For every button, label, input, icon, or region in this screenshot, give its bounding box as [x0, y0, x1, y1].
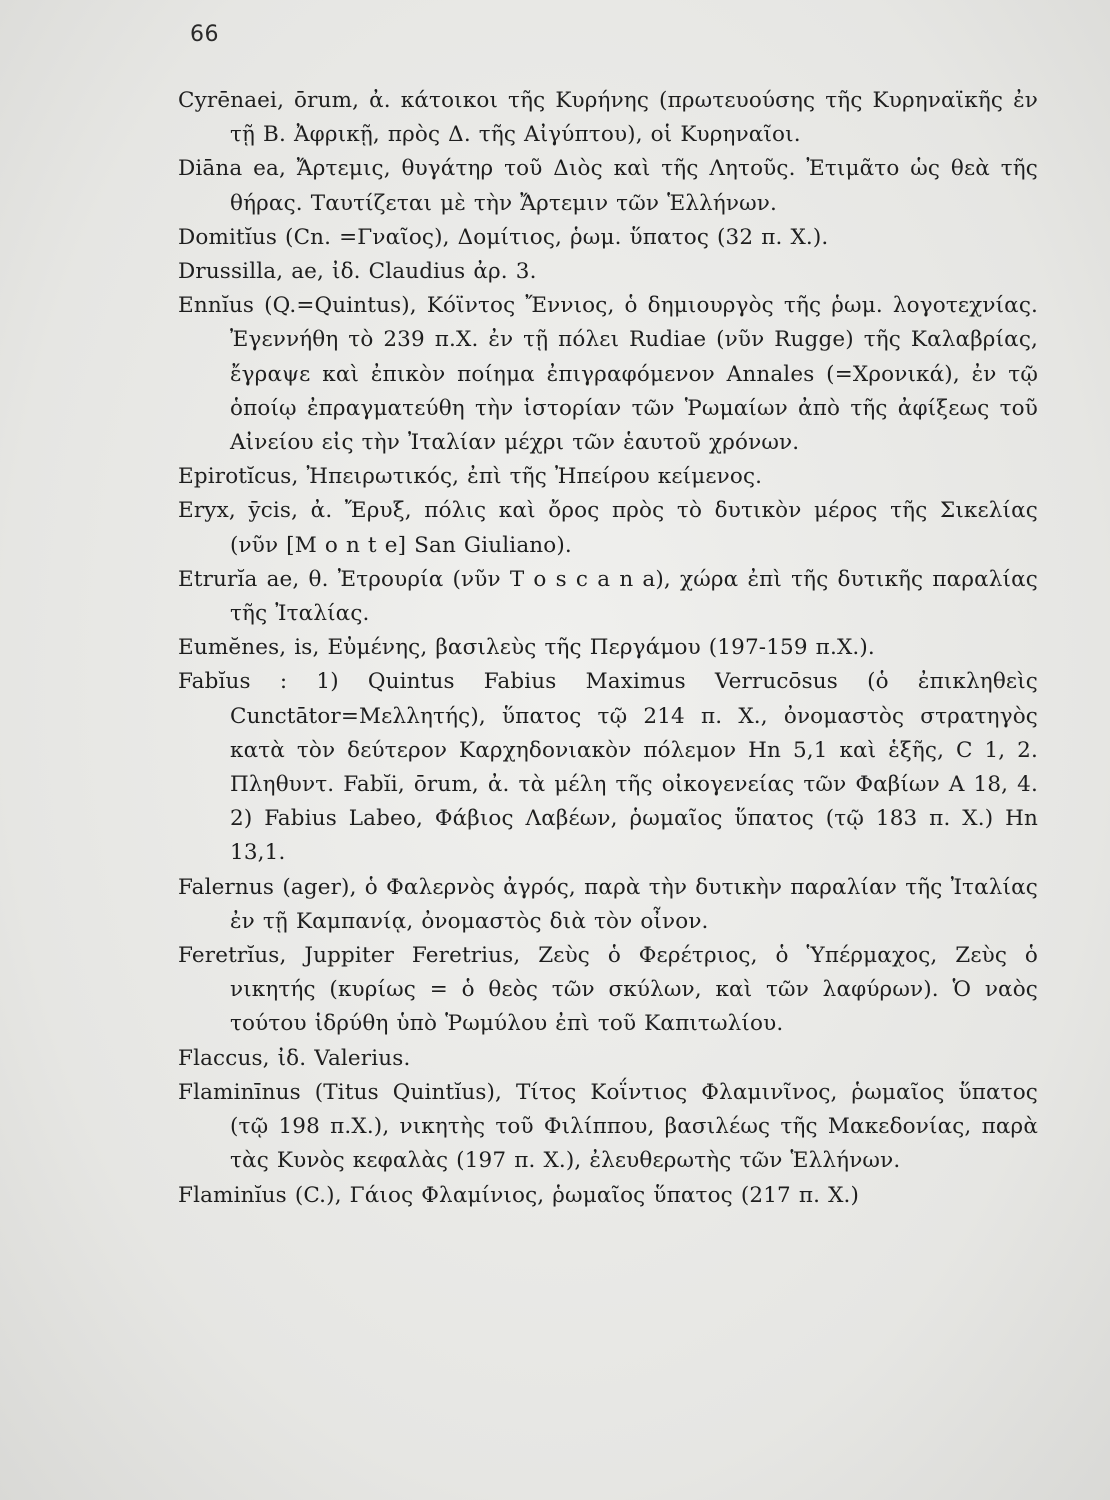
entry-eumenes: Eumĕnes, is, Εὐμένης, βασιλεὺς τῆς Περγάμου (197-159 π.Χ.).: [178, 635, 875, 661]
entry-drussilla: Drussilla, ae, ἰδ. Claudius ἀρ. 3.: [178, 259, 537, 285]
entry-flaccus: Flaccus, ἰδ. Valerius.: [178, 1045, 411, 1071]
entry-feretrius: Feretrĭus, Juppiter Feretrius, Ζεὺς ὁ Φερέτριος, ὁ Ὑπέρμαχος, Ζεὺς ὁ νικητής (κυρίως = ὁ θεὸς τῶν σκύλων, καὶ τῶν λαφύρων). Ὁ ναὸς τούτου ἱδρύθη ὑπὸ Ῥωμύλου ἐπὶ τοῦ Καπιτωλίου.: [178, 943, 1038, 1037]
entry-fabius: Fabĭus : 1) Quintus Fabius Maximus Verrucōsus (ὁ ἐπικληθεὶς Cunctātor=Μελλητής), ὕπατος τῷ 214 π. Χ., ὀνομαστὸς στρατηγὸς κατὰ τὸν δεύτερον Καρχηδονιακὸν πόλεμον Hn 5,1 καὶ ἑξῆς, C 1, 2. Πληθυντ. Fabĭi, ōrum, ἀ. τὰ μέλη τῆς οἰκογενείας τῶν Φαβίων A 18, 4. 2) Fabius Labeo, Φάβιος Λαβέων, ῥωμαῖος ὕπατος (τῷ 183 π. Χ.) Hn 13,1.: [178, 669, 1038, 866]
entry-falernus: Falernus (ager), ὁ Φαλερνὸς ἀγρός, παρὰ τὴν δυτικὴν παραλίαν τῆς Ἰταλίας ἐν τῇ Καμπανίᾳ, ὀνομαστὸς διὰ τὸν οἶνον.: [178, 874, 1038, 934]
entry-domitius: Domitĭus (Cn. =Γναῖος), Δομίτιος, ῥωμ. ὕπατος (32 π. Χ.).: [178, 224, 829, 250]
entry-flaminius: Flaminĭus (C.), Γάιος Φλαμίνιος, ῥωμαῖος ὕπατος (217 π. Χ.): [178, 1182, 860, 1208]
entry-cyrenaei: Cyrēnaei, ōrum, ἀ. κάτοικοι τῆς Κυρήνης (πρωτευούσης τῆς Κυρηναϊκῆς ἐν τῇ Β. Ἀφρικῇ, πρὸς Δ. τῆς Αἰγύπτου), οἱ Κυρηναῖοι.: [178, 88, 1038, 148]
entry-diana: Diāna ea, Ἄρτεμις, θυγάτηρ τοῦ Διὸς καὶ τῆς Λητοῦς. Ἐτιμᾶτο ὡς θεὰ τῆς θήρας. Ταυτίζεται μὲ τὴν Ἄρτεμιν τῶν Ἑλλήνων.: [178, 156, 1038, 216]
entry-flamininus: Flaminīnus (Titus Quintĭus), Τίτος Κοΐντιος Φλαμινῖνος, ῥωμαῖος ὕπατος (τῷ 198 π.Χ.), νικητὴς τοῦ Φιλίππου, βασιλέως τῆς Μακεδονίας, παρὰ τὰς Κυνὸς κεφαλὰς (197 π. Χ.), ἐλευθερωτὴς τῶν Ἑλλήνων.: [178, 1079, 1038, 1174]
entry-ennius: Ennĭus (Q.=Quintus), Κόϊντος Ἔννιος, ὁ δημιουργὸς τῆς ῥωμ. λογοτεχνίας. Ἐγεννήθη τὸ 239 π.Χ. ἐν τῇ πόλει Rudiae (νῦν Rugge) τῆς Καλαβρίας, ἔγραψε καὶ ἐπικὸν ποίημα ἐπιγραφόμενον Annales (=Χρονικά), ἐν τῷ ὁποίῳ ἐπραγματεύθη τὴν ἱστορίαν τῶν Ῥωμαίων ἀπὸ τῆς ἀφίξεως τοῦ Αἰνείου εἰς τὴν Ἰταλίαν μέχρι τῶν ἑαυτοῦ χρόνων.: [178, 293, 1038, 456]
entry-etruria: Etrurĭa ae, θ. Ἐτρουρία (νῦν T o s c a n a), χώρα ἐπὶ τῆς δυτικῆς παραλίας τῆς Ἰταλίας.: [178, 566, 1038, 627]
page-number: 66: [190, 22, 219, 47]
entry-epiroticus: Epirotĭcus, Ἠπειρωτικός, ἐπὶ τῆς Ἠπείρου κείμενος.: [178, 464, 763, 490]
entry-eryx: Eryx, ȳcis, ἀ. Ἔρυξ, πόλις καὶ ὄρος πρὸς τὸ δυτικὸν μέρος τῆς Σικελίας (νῦν [M o n t e] San Giuliano).: [178, 498, 1038, 558]
dictionary-entries: [178, 84, 1038, 1213]
